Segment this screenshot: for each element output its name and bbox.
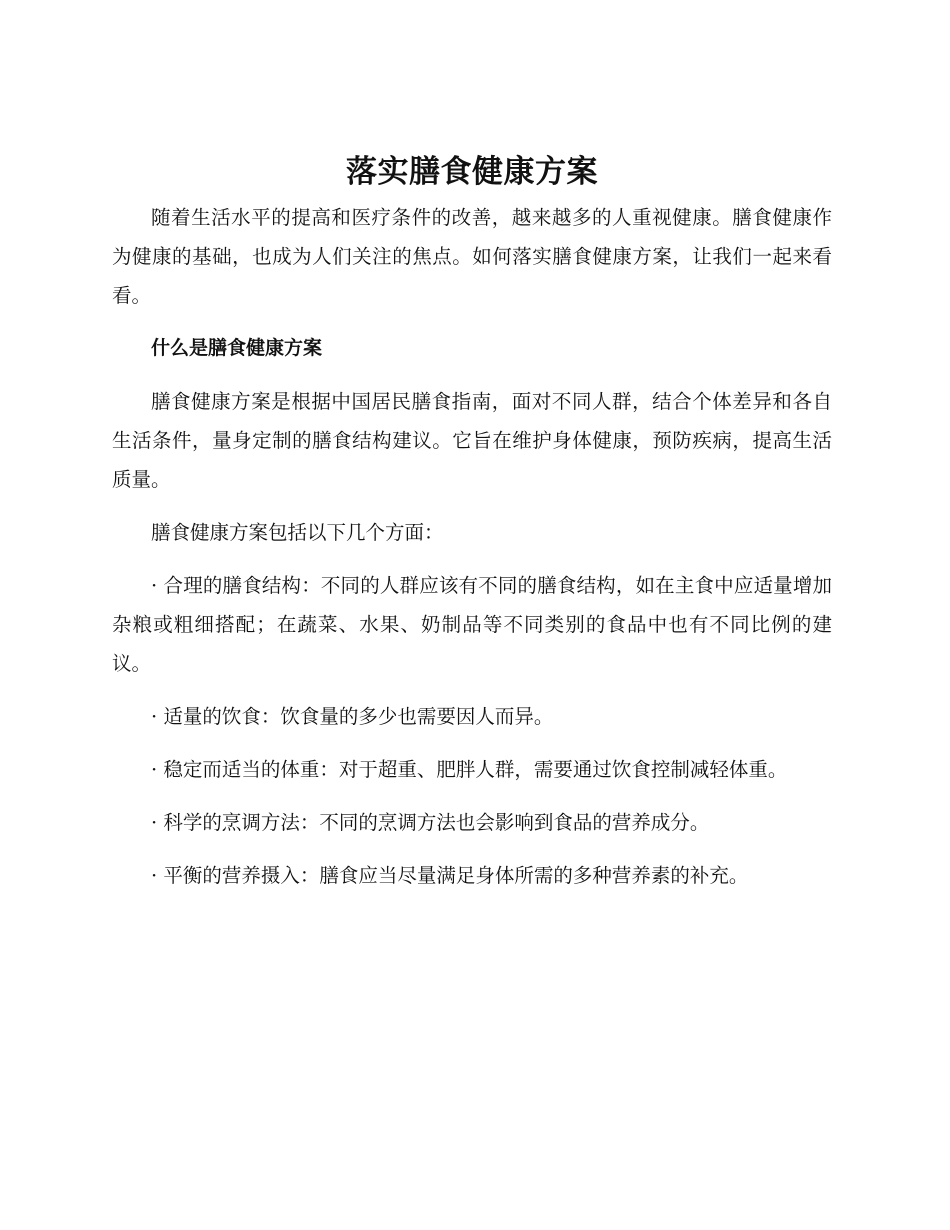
list-item-cooking-methods: · 科学的烹调方法：不同的烹调方法也会影响到食品的营养成分。 xyxy=(151,811,710,834)
document-title: 落实膳食健康方案 xyxy=(346,154,598,190)
aspect-list xyxy=(112,566,832,895)
definition-paragraph: 膳食健康方案是根据中国居民膳食指南，面对不同人群，结合个体差异和各自生活条件，量身定制的膳食结构建议。它旨在维护身体健康，预防疾病，提高生活质量。 xyxy=(112,390,832,491)
list-item-moderate-intake: · 适量的饮食：饮食量的多少也需要因人而异。 xyxy=(151,705,554,728)
section-heading: 什么是膳食健康方案 xyxy=(150,337,322,359)
list-item-stable-weight: · 稳定而适当的体重：对于超重、肥胖人群，需要通过饮食控制减轻体重。 xyxy=(151,758,788,781)
list-item-diet-structure: · 合理的膳食结构：不同的人群应该有不同的膳食结构，如在主食中应适量增加杂粮或粗细搭配；在蔬菜、水果、奶制品等不同类别的食品中也有不同比例的建议。 xyxy=(112,574,832,675)
intro-paragraph: 随着生活水平的提高和医疗条件的改善，越来越多的人重视健康。膳食健康作为健康的基础，也成为人们关注的焦点。如何落实膳食健康方案，让我们一起来看看。 xyxy=(112,206,832,307)
list-item-balanced-nutrition: · 平衡的营养摄入：膳食应当尽量满足身体所需的多种营养素的补充。 xyxy=(151,864,749,887)
list-intro-paragraph: 膳食健康方案包括以下几个方面： xyxy=(151,521,444,544)
document-page xyxy=(112,150,832,909)
